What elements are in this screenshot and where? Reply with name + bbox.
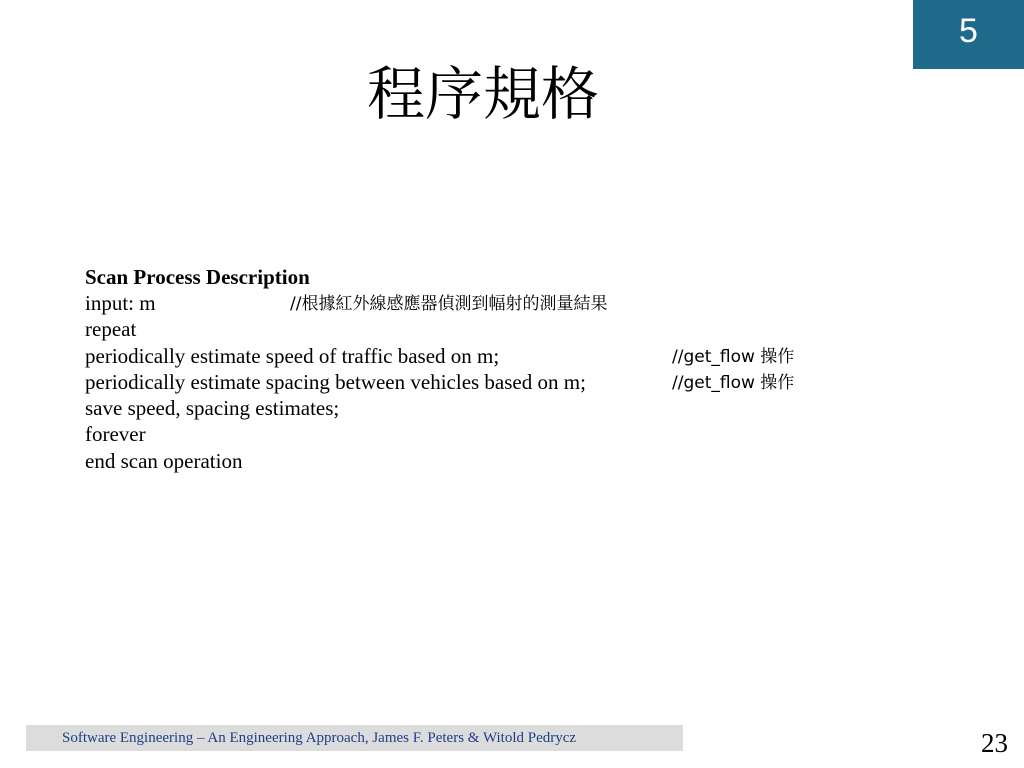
- code-line-input: input: m: [85, 291, 156, 315]
- code-line-estimate-spacing: periodically estimate spacing between vehicles based on m;: [85, 370, 586, 394]
- code-line-end-scan: end scan operation: [85, 449, 243, 473]
- page-number: 23: [981, 728, 1008, 758]
- footer-bar: [26, 725, 683, 751]
- code-heading: Scan Process Description: [85, 265, 310, 289]
- chapter-number: 5: [959, 12, 978, 50]
- code-line-forever: forever: [85, 422, 146, 446]
- code-line-save-estimates: save speed, spacing estimates;: [85, 396, 340, 420]
- code-line-estimate-speed: periodically estimate speed of traffic based on m;: [85, 344, 500, 368]
- comment-get-flow-speed: //get_flow 操作: [672, 347, 795, 367]
- slide-title: 程序規格: [366, 60, 599, 128]
- comment-get-flow-spacing: //get_flow 操作: [672, 373, 795, 393]
- comment-input-measurement: //根據紅外線感應器偵測到幅射的測量結果: [290, 294, 608, 314]
- code-line-repeat: repeat: [85, 317, 137, 341]
- footer-citation: Software Engineering – An Engineering Approach, James F. Peters & Witold Pedrycz: [62, 730, 577, 746]
